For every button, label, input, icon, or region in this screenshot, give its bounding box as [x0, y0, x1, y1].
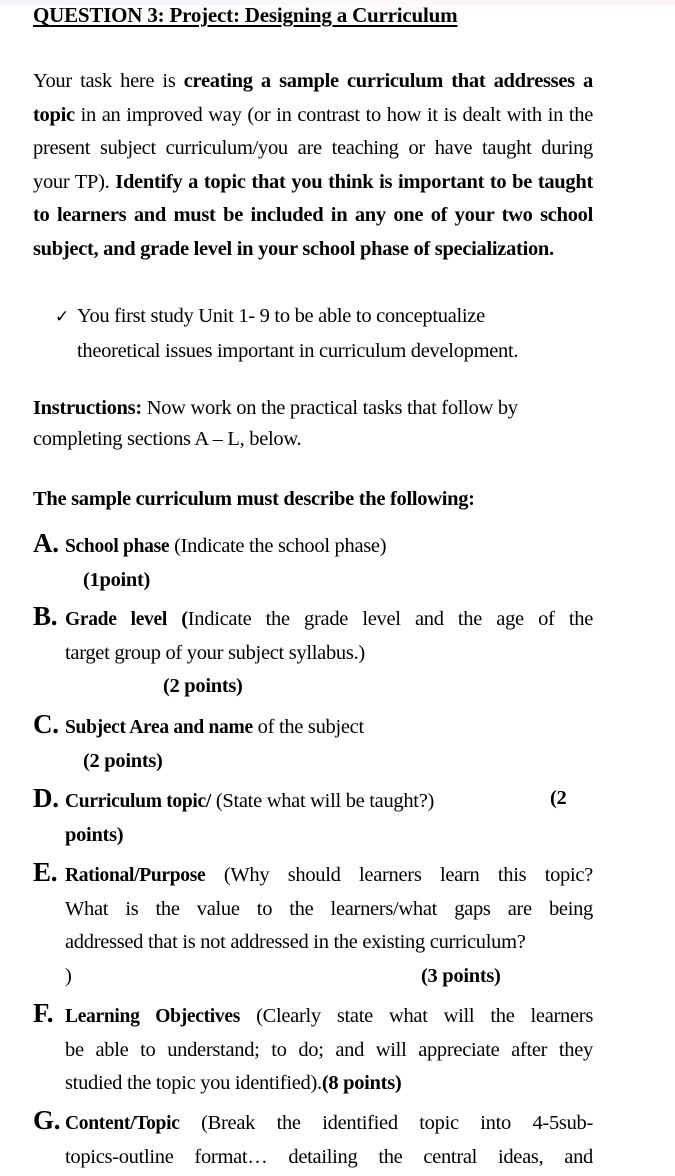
instructions-paragraph: [33, 393, 593, 455]
item-letter: F.: [33, 998, 54, 1028]
requirement-item-a: [33, 527, 593, 597]
item-description-cont: target group of your subject syllabus.): [65, 641, 365, 664]
checklist-line-1: You first study Unit 1- 9 to be able to conceptualize: [77, 305, 485, 327]
item-label: Learning Objectives: [65, 1006, 241, 1027]
item-description-cont: studied the topic you identified).: [65, 1072, 322, 1095]
item-letter: E.: [33, 857, 58, 887]
requirement-item-f: [33, 997, 593, 1101]
item-label: Rational/Purpose: [65, 865, 206, 886]
intro-text-bold-1: creating a sample curriculum that addresses a topic: [33, 70, 593, 126]
item-description-cont: topics-outline format… detailing the central ideas, and: [65, 1145, 593, 1168]
item-description: Indicate the grade level and the age of the: [187, 608, 593, 630]
item-description: (Why should learners learn this topic?: [223, 864, 593, 886]
item-description-cont: addressed that is not addressed in the existing curriculum?: [65, 931, 526, 954]
item-label: Subject Area and name: [65, 717, 253, 738]
item-label: Curriculum topic/: [65, 791, 212, 812]
item-letter: G.: [33, 1105, 61, 1135]
item-description-cont: be able to understand; to do; and will appreciate after they: [65, 1038, 593, 1061]
item-description: (State what will be taught?): [215, 790, 435, 812]
item-points: (2 points): [163, 675, 243, 698]
item-points: (2 points): [83, 749, 163, 772]
intro-text-plain-1: Your task here is: [33, 70, 184, 92]
item-letter: B.: [33, 601, 58, 631]
item-letter: C.: [33, 709, 59, 739]
intro-paragraph: [33, 65, 593, 267]
item-label-paren: (: [181, 608, 188, 630]
page-title: QUESTION 3: Project: Designing a Curriculum: [33, 3, 458, 27]
item-description-close: ): [65, 964, 72, 987]
item-points: (8 points): [321, 1072, 402, 1095]
checklist-item: [55, 300, 593, 368]
item-description: (Clearly state what will the learners: [256, 1005, 593, 1027]
intro-text-bold-2: Identify a topic that you think is important to be taught to learners and must be included in any one of your two school subject, and grade level in your school phase of specialization.: [33, 170, 593, 260]
item-label: Content/Topic: [65, 1113, 180, 1134]
requirement-item-e: [33, 856, 593, 993]
item-description: (Break the identified topic into 4-5sub-: [201, 1112, 594, 1134]
instructions-line-2: completing sections A – L, below.: [33, 428, 302, 450]
item-points: (3 points): [421, 964, 501, 987]
intro-text-plain-2: in an improved way (or in contrast to how it is dealt with in the present subject curriculum/you are teaching or have taught during your TP).: [33, 103, 593, 193]
checkmark-icon: ✓: [55, 307, 69, 327]
requirement-item-c: [33, 708, 593, 778]
item-description: (Indicate the school phase): [174, 535, 387, 557]
requirement-item-g: [33, 1104, 593, 1174]
item-points-part2: points): [65, 823, 124, 846]
item-label: School phase: [65, 536, 170, 557]
requirement-item-d: [33, 782, 593, 852]
instructions-line-1: Now work on the practical tasks that follow by: [141, 397, 518, 419]
item-letter: D.: [33, 783, 59, 813]
item-letter: A.: [33, 528, 59, 558]
item-points-part1: (2: [550, 787, 567, 809]
item-description: of the subject: [257, 716, 364, 738]
item-points: (1point): [83, 568, 151, 591]
item-label: Grade level: [65, 609, 167, 630]
instructions-label: Instructions:: [33, 397, 142, 419]
checklist-line-2: theoretical issues important in curriculum development.: [77, 339, 519, 362]
requirement-item-b: [33, 600, 593, 704]
requirements-heading: The sample curriculum must describe the following:: [33, 488, 475, 510]
item-description-cont: What is the value to the learners/what gaps are being: [65, 897, 593, 920]
